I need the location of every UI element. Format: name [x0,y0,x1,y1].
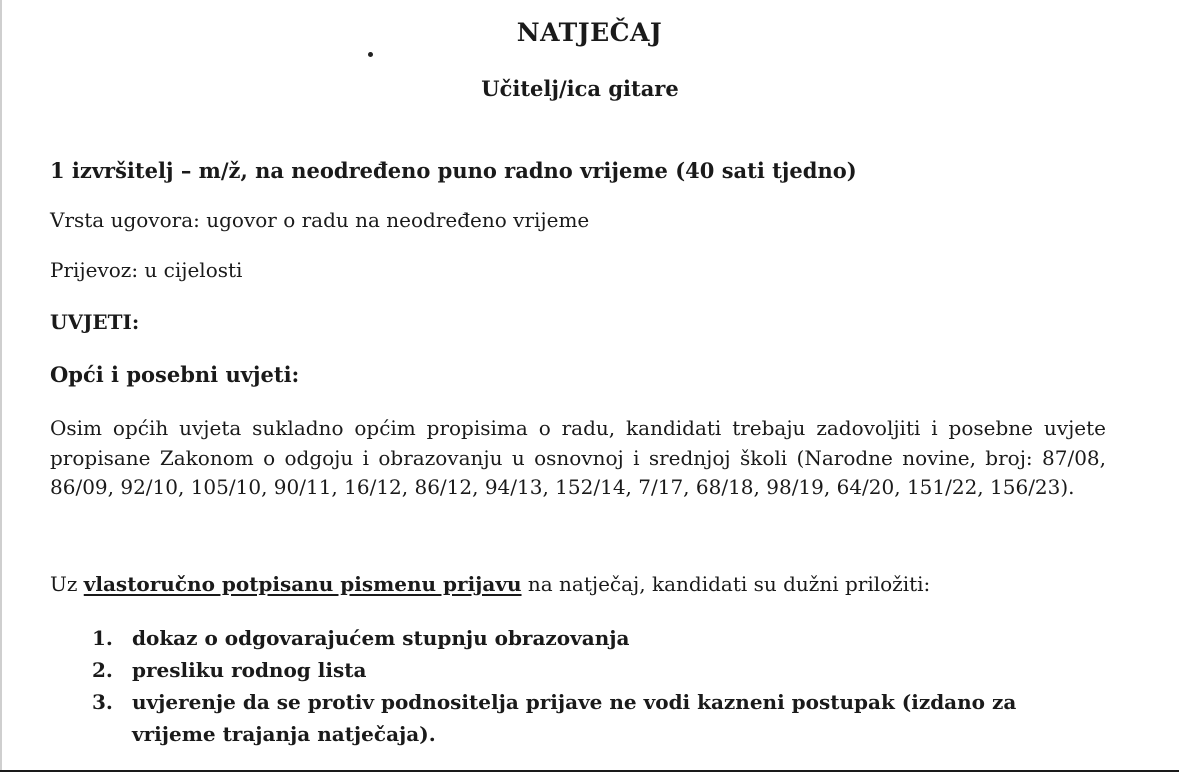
list-item-text: dokaz o odgovarajućem stupnju obrazovanja [132,626,630,650]
page-bottom-rule [0,770,1179,772]
general-conditions-heading: Opći i posebni uvjeti: [50,362,300,387]
list-item [50,654,1050,686]
conditions-heading: UVJETI: [50,310,140,334]
document-subtitle: Učitelj/ica gitare [481,76,679,101]
list-item-number: 3. [92,690,113,714]
scan-speck [368,52,373,57]
list-item-number: 2. [92,658,113,682]
contract-type: Vrsta ugovora: ugovor o radu na neodređeno vrijeme [50,208,590,232]
requirements-list [50,622,1050,750]
list-item [50,622,1050,654]
application-intro-emphasis: vlastoručno potpisanu pismenu prijavu [83,572,522,596]
application-intro-prefix: Uz [50,572,84,596]
transport-info: Prijevoz: u cijelosti [50,258,243,282]
position-line: 1 izvršitelj – m/ž, na neodređeno puno radno vrijeme (40 sati tjedno) [50,158,857,183]
list-item-text: presliku rodnog lista [132,658,367,682]
page-edge [0,0,2,770]
application-intro [50,572,930,596]
application-intro-suffix: na natječaj, kandidati su dužni priložiti: [521,572,931,596]
list-item-text: uvjerenje da se protiv podnositelja prijave ne vodi kazneni postupak (izdano za vrijeme trajanja natječaja). [132,690,1017,746]
document-title: NATJEČAJ [516,18,663,47]
list-item [50,686,1050,750]
list-item-number: 1. [92,626,113,650]
conditions-paragraph: Osim općih uvjeta sukladno općim propisima o radu, kandidati trebaju zadovoljiti i posebne uvjete propisane Zakonom o odgoju i obrazovanju u osnovnoj i srednjoj školi (Narodne novine, broj: 87/08, 86/09, 92/10, 105/10, 90/11, 16/12, 86/12, 94/13, 152/14, 7/17, 68/18, 98/19, 64/20, 151/22, 156/23). [50,416,1106,499]
